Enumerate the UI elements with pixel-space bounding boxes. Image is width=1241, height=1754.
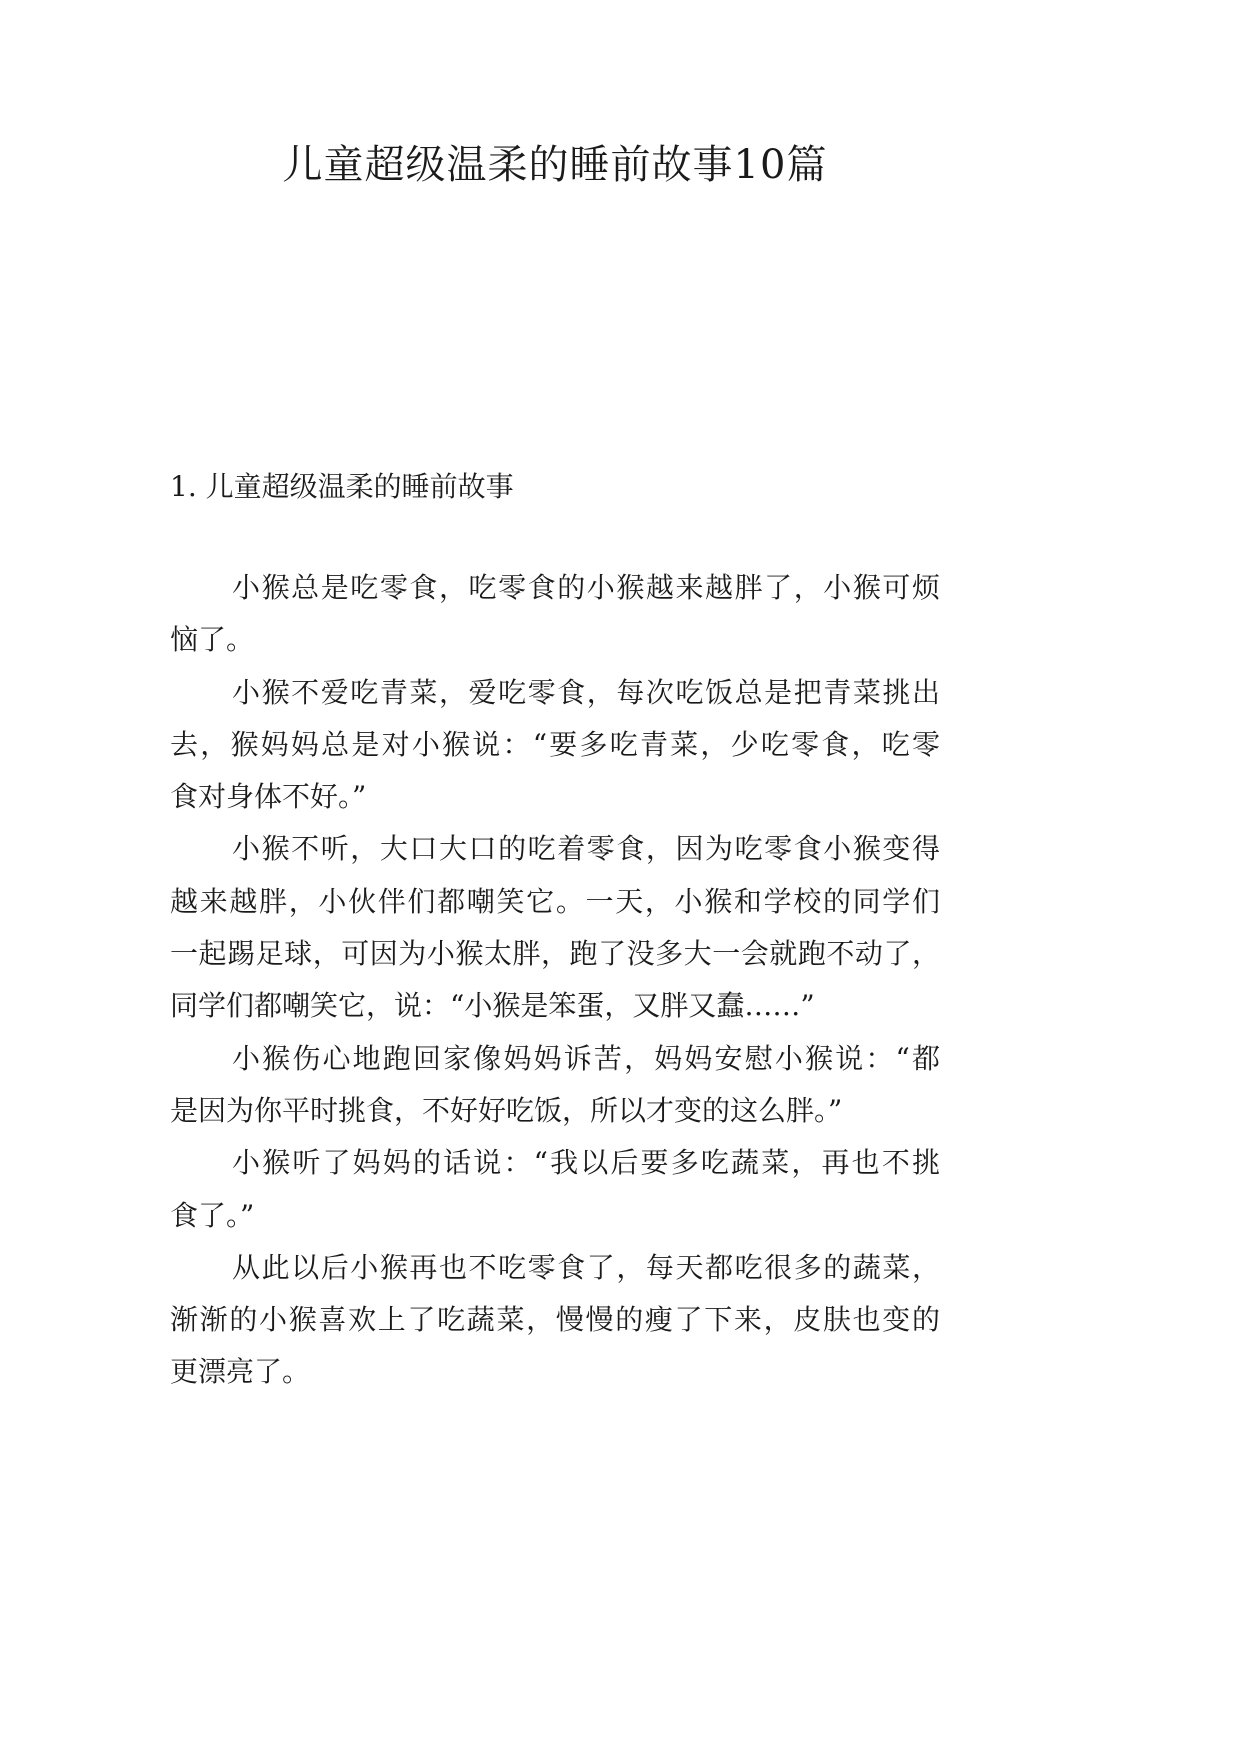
paragraph-line: 小猴听了妈妈的话说：“我以后要多吃蔬菜，再也不挑 bbox=[232, 1146, 940, 1180]
paragraph-line: 渐渐的小猴喜欢上了吃蔬菜，慢慢的瘦了下来，皮肤也变的 bbox=[170, 1303, 940, 1337]
paragraph-line: 是因为你平时挑食，不好好吃饭，所以才变的这么胖。” bbox=[170, 1093, 843, 1127]
paragraph-5 bbox=[170, 1137, 940, 1242]
document-title: 儿童超级温柔的睡前故事10篇 bbox=[282, 142, 828, 188]
section-heading: 1. 儿童超级温柔的睡前故事 bbox=[170, 470, 514, 503]
paragraph-line: 越来越胖，小伙伴们都嘲笑它。一天，小猴和学校的同学们 bbox=[170, 884, 940, 918]
paragraph-line: 小猴总是吃零食，吃零食的小猴越来越胖了，小猴可烦 bbox=[232, 571, 940, 604]
paragraph-3 bbox=[170, 823, 940, 1032]
paragraph-line: 小猴不爱吃青菜，爱吃零食，每次吃饭总是把青菜挑出 bbox=[232, 675, 940, 709]
paragraph-line: 食对身体不好。” bbox=[170, 780, 367, 814]
paragraph-line: 食了。” bbox=[170, 1198, 255, 1232]
paragraph-line: 一起踢足球，可因为小猴太胖，跑了没多大一会就跑不动了， bbox=[170, 937, 940, 971]
paragraph-line: 更漂亮了。 bbox=[170, 1355, 311, 1389]
paragraph-line: 去，猴妈妈总是对小猴说：“要多吃青菜，少吃零食，吃零 bbox=[170, 727, 940, 761]
paragraph-4 bbox=[170, 1033, 940, 1138]
paragraph-line: 小猴不听，大口大口的吃着零食，因为吃零食小猴变得 bbox=[232, 832, 940, 866]
paragraph-2 bbox=[170, 667, 940, 824]
paragraph-line: 同学们都嘲笑它，说：“小猴是笨蛋，又胖又蠢……” bbox=[170, 989, 815, 1023]
paragraph-line: 恼了。 bbox=[170, 623, 255, 657]
paragraph-1 bbox=[170, 562, 940, 667]
story-body bbox=[170, 562, 940, 1399]
paragraph-6 bbox=[170, 1242, 940, 1399]
paragraph-line: 小猴伤心地跑回家像妈妈诉苦，妈妈安慰小猴说：“都 bbox=[232, 1041, 940, 1075]
paragraph-line: 从此以后小猴再也不吃零食了，每天都吃很多的蔬菜， bbox=[232, 1250, 940, 1284]
